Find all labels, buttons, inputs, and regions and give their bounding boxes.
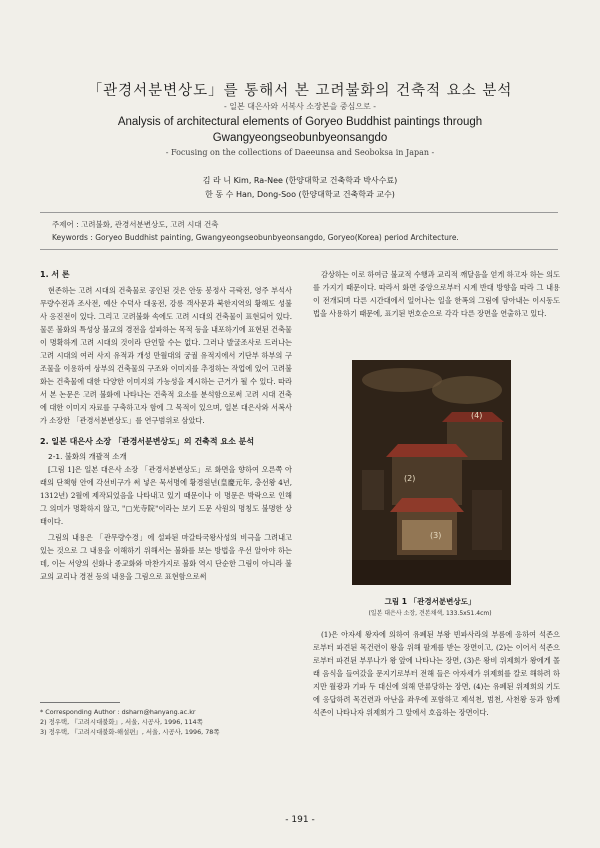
figure-label-3: (3) bbox=[430, 531, 442, 540]
keywords-kr: 주제어 : 고려불화, 관경서분변상도, 고려 시대 건축 bbox=[52, 220, 219, 229]
title-en-line2: Gwangyeongseobunbyeonsangdo bbox=[212, 132, 388, 144]
left-column bbox=[40, 268, 292, 583]
keywords-top-rule bbox=[40, 212, 558, 213]
figure-label-4: (4) bbox=[471, 411, 483, 420]
paper-subtitle-kr: - 일본 대은사와 서복사 소장본을 중심으로 - bbox=[223, 102, 377, 111]
footnotes bbox=[40, 707, 220, 737]
paper-subtitle-en: - Focusing on the collections of Daeeunsa and Seoboksa in Japan - bbox=[165, 148, 435, 157]
author-1: 김 라 니 Kim, Ra-Nee (한양대학교 건축학과 박사수료) bbox=[202, 176, 398, 185]
painting-illustration bbox=[352, 360, 511, 585]
paper-title-en bbox=[60, 114, 540, 146]
right-body-2: (1)은 아자세 왕자에 의하여 유폐된 부왕 빈파사라의 부름에 응하여 석존으로부터 파견된 목건련이 왕을 위해 팔계를 받는 장면이고, (2)는 이어서 석존으로부터 파견된 부루나가 왕 앞에 나타나는 장면, (3)은 왕비 위제희가 왕에게 몰래 음식을 들여갔을 문지기로부터 전해 들은 아자세가 위제희를 칼로 해하려 하지만 월광과 기파 두 대신에 의해 만류당하는 장면, (4)는 유폐된 위제희의 기도에 응답하려 목건련과 아난을 좌우에 포함하고 제석천, 범천, 사천왕 등과 함께 석존이 나타나자 위제희가 그 앞에서 호읍하는 장면이다. bbox=[313, 630, 560, 717]
footnote-rule bbox=[40, 702, 120, 703]
section-1-heading: 1. 서 론 bbox=[40, 270, 70, 279]
section-2-1-heading: 2-1. 불화의 개괄적 소개 bbox=[48, 452, 127, 461]
right-column-bottom bbox=[313, 628, 560, 719]
right-column-top bbox=[313, 268, 560, 320]
figure-label-2: (2) bbox=[404, 474, 416, 483]
paper-title: 「관경서분변상도」를 통해서 본 고려불화의 건축적 요소 분석 bbox=[87, 83, 513, 99]
keywords-bottom-rule bbox=[40, 249, 558, 250]
section-2-1-body: [그림 1]은 일본 대은사 소장 「관경서분변상도」로 화면을 향하여 오른쪽 아래의 단책형 안에 각선비구가 써 넣은 묵서명에 황경원년(皇慶元年, 충선왕 4년, 1312년) 2월에 제작되었음을 나타내고 있기 때문이나 이 명문은 박락으로 인해 그 의미가 명확하지 않고, "□光寺院"이라는 보기 드문 사원의 명칭도 불명한 상태이다. bbox=[40, 465, 292, 526]
author-2: 한 동 수 Han, Dong-Soo (한양대학교 건축학과 교수) bbox=[205, 190, 395, 199]
right-body-1: 감상하는 이로 하여금 불교적 수행과 교리적 깨달음을 얻게 하고자 하는 의도를 가지기 때문이다. 따라서 화면 중앙으로부터 시계 반대 방향을 따라 그 내용이 전개되며 다른 시간대에서 일어나는 일을 한폭의 그림에 담아내는 이시동도법을 사용하기 때문에, 표기된 번호순으로 각각 다른 장면을 연출하고 있다. bbox=[313, 270, 560, 318]
footnote-corresponding: * Corresponding Author : dsharn@hanyang.ac.kr bbox=[40, 708, 196, 716]
keywords-en: Keywords : Goryeo Buddhist painting, Gwangyeongseobunbyeonsangdo, Goryeo(Korea) period Architecture. bbox=[52, 233, 459, 242]
section-2-1-body-2: 그림의 내용은 「관무량수경」에 설파된 마갈타국왕사성의 비극을 그려내고 있는 것으로 그 내용을 이해하기 위해서는 불화를 보는 방법을 우선 알아야 하는데, 이는 서양의 신화나 종교화와 마찬가지로 불화 역시 단순한 그림이 아니라 불교의 교리나 경전 등의 내용을 그림으로 표현함으로써 bbox=[40, 533, 292, 581]
section-2-heading: 2. 일본 대은사 소장 「관경서분변상도」의 건축적 요소 분석 bbox=[40, 437, 255, 446]
figure-caption-detail: (일본 대은사 소장, 견본채색, 133.5x51.4cm) bbox=[368, 610, 492, 617]
footnote-2: 2) 정우택, 『고려시대불화』, 서울, 시공사, 1996, 114쪽 bbox=[40, 718, 203, 726]
title-en-line1: Analysis of architectural elements of Goryeo Buddhist paintings through bbox=[117, 116, 483, 128]
footnote-3: 3) 정우택, 『고려시대불화-해설편』, 서울, 시공사, 1996, 78쪽 bbox=[40, 728, 220, 736]
figure-1-painting bbox=[352, 360, 511, 585]
page-number: - 191 - bbox=[285, 815, 315, 825]
figure-caption: 그림 1 「관경서분변상도」 bbox=[384, 597, 476, 606]
section-1-body: 현존하는 고려 시대의 건축물로 공인된 것은 안동 봉정사 극락전, 영주 부석사 무량수전과 조사전, 예산 수덕사 대웅전, 강릉 객사문과 북한지역의 황해도 성불사 응진전이 있다. 그리고 고려불화 속에도 고려 시대의 건축물이 표현되어 있다. 물론 불화의 특성상 불교의 경전을 설파하는 목적 등을 내포하기에 표현된 건축물이 명확하게 고려 시대의 것이라 단언할 수는 없다. 그러나 발굴조사로 드러나는 고려 시대의 여러 사지 유적과 개성 만월대의 궁궐 유적지에서 기단부 하부의 구조물을 이용하여 상부의 건축물의 구조와 이미지를 추정하는 작업에 있어 고려불화는 건축물에 대한 다양한 이미지의 가능성을 제시하는 근거가 될 수 있다. 따라서 본 논문은 고려 불화에 나타나는 건축적 요소를 분석함으로써 고려 시대 건축에 대한 이미지 자료를 구축하고자 함에 그 목적이 있으며, 일본 대은사와 서복사가 소장한 「관경서분변상도」를 연구범위로 삼았다. bbox=[40, 286, 292, 425]
